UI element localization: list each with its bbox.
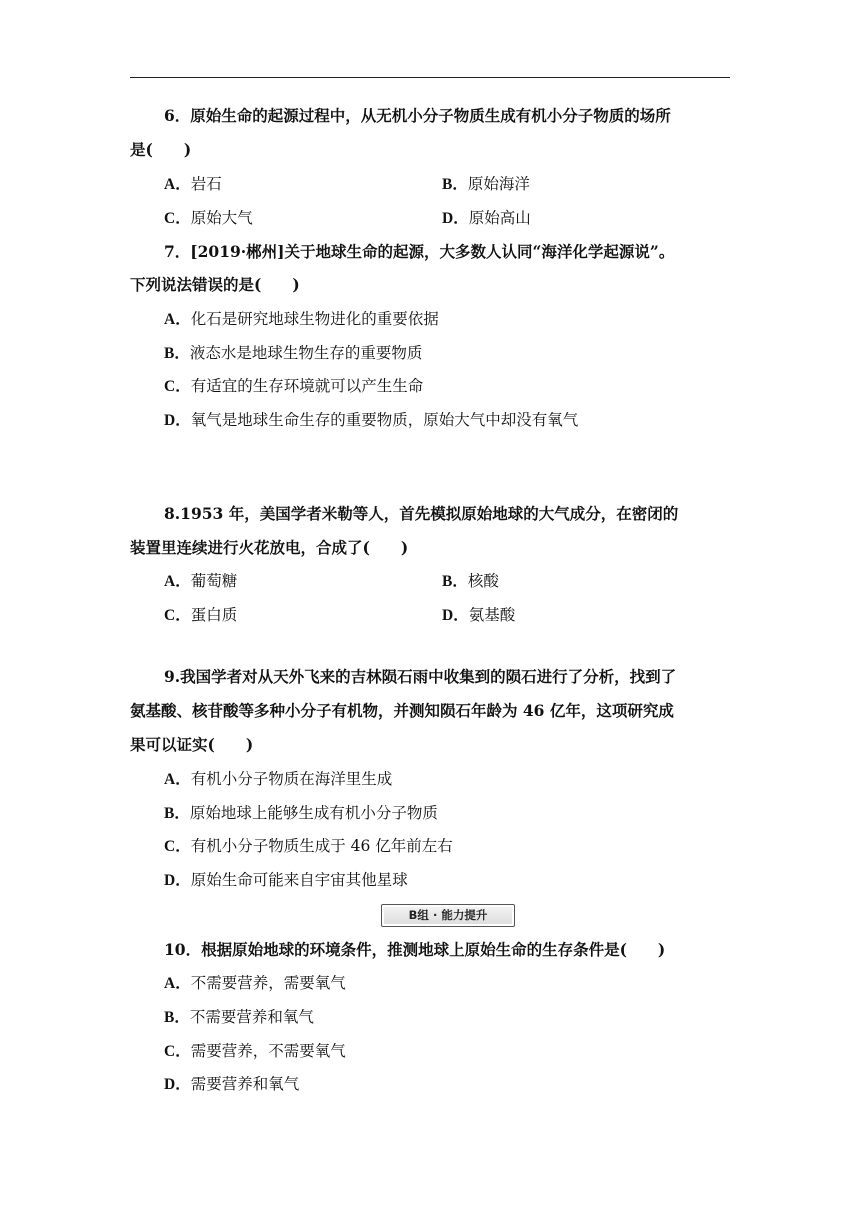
q9-stem-line2: 氨基酸、核苷酸等多种小分子有机物，并测知陨石年龄为 46 亿年，这项研究成 [130,701,674,720]
q9-option-c[interactable]: C．有机小分子物质生成于 46 亿年前左右 [164,837,453,855]
section-badge: B组 · 能力提升 [381,904,515,927]
q10-option-d[interactable]: D．需要营养和氧气 [164,1075,300,1093]
q7-option-d[interactable]: D．氧气是地球生命生存的重要物质，原始大气中却没有氧气 [164,411,579,429]
q9-stem-line1: 9.我国学者对从天外飞来的吉林陨石雨中收集到的陨石进行了分析，找到了 [164,667,677,686]
q6-stem-line2: 是( ) [130,140,192,159]
q8-option-d[interactable]: D．氨基酸 [442,606,516,624]
q7-option-a[interactable]: A．化石是研究地球生物进化的重要依据 [164,310,439,328]
q10-stem-line1: 10．根据原始地球的环境条件，推测地球上原始生命的生存条件是( ) [164,940,666,959]
q8-stem-line1: 8.1953 年，美国学者米勒等人，首先模拟原始地球的大气成分，在密闭的 [164,504,679,523]
q6-option-c[interactable]: C．原始大气 [164,209,253,227]
q6-stem-line1: 6．原始生命的起源过程中，从无机小分子物质生成有机小分子物质的场所 [164,106,671,125]
q9-option-b[interactable]: B．原始地球上能够生成有机小分子物质 [164,804,438,822]
q8-options-row1 [130,571,730,592]
q8-options-row2 [130,605,730,626]
q7-stem-line2: 下列说法错误的是( ) [130,275,300,294]
q7-option-b[interactable]: B．液态水是地球生物生存的重要物质 [164,344,423,362]
q7-option-c[interactable]: C．有适宜的生存环境就可以产生生命 [164,377,424,395]
q8-option-a[interactable]: A．葡萄糖 [164,572,238,590]
q9-stem-line3: 果可以证实( ) [130,735,254,754]
q9-option-d[interactable]: D．原始生命可能来自宇宙其他星球 [164,871,408,889]
q6-options-row2 [130,208,730,229]
q10-option-a[interactable]: A．不需要营养，需要氧气 [164,974,346,992]
header-rule [130,77,730,78]
q6-option-a[interactable]: A．岩石 [164,175,222,193]
q8-stem-line2: 装置里连续进行火花放电，合成了( ) [130,538,409,557]
q8-option-b[interactable]: B．核酸 [442,572,499,590]
q6-options-row1 [130,174,730,195]
q7-stem-line1: 7．[2019·郴州]关于地球生命的起源，大多数人认同“海洋化学起源说”。 [164,242,675,261]
q10-option-c[interactable]: C．需要营养，不需要氧气 [164,1042,346,1060]
q9-option-a[interactable]: A．有机小分子物质在海洋里生成 [164,770,393,788]
q6-option-d[interactable]: D．原始高山 [442,209,531,227]
q8-option-c[interactable]: C．蛋白质 [164,606,238,624]
q10-option-b[interactable]: B．不需要营养和氧气 [164,1008,314,1026]
q6-option-b[interactable]: B．原始海洋 [442,175,530,193]
